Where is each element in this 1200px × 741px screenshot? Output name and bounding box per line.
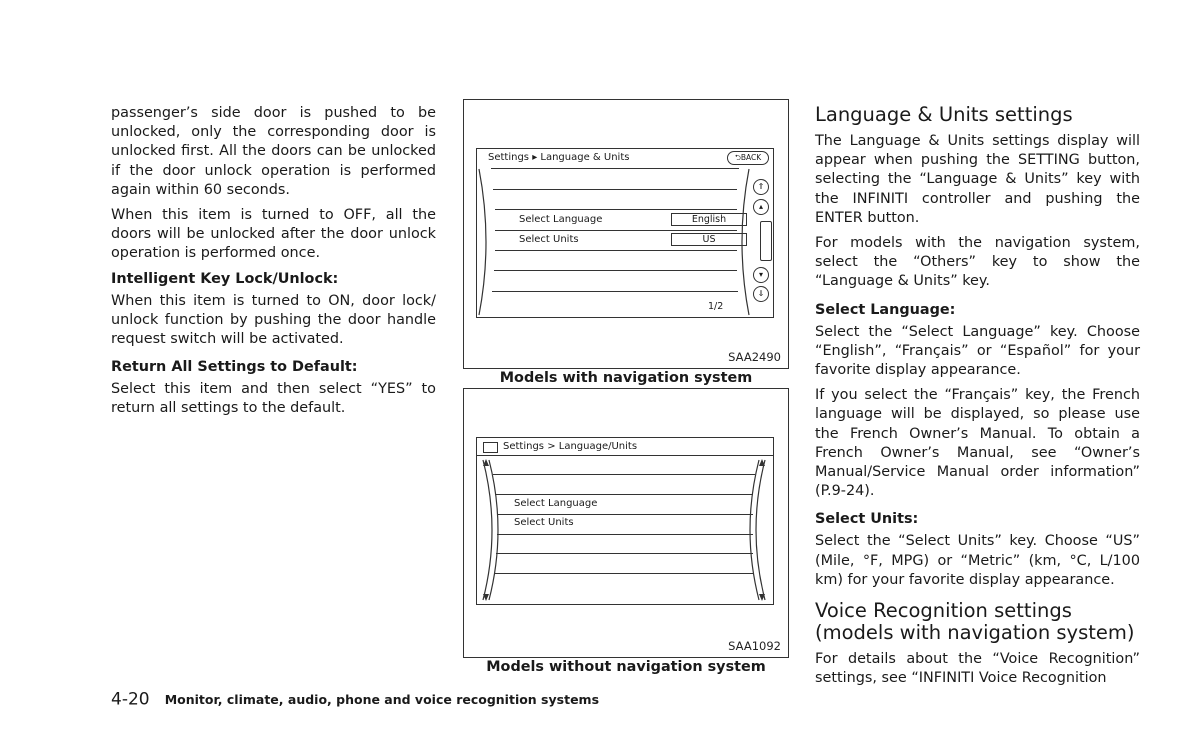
select-language-label: Select Language bbox=[514, 498, 598, 509]
left-paragraph-1: passenger’s side door is pushed to be unlocked, only the corresponding door is unlocked first. All the doors can be unlocked if the door unlock operation is performed again within 60 seconds. bbox=[111, 105, 436, 198]
settings-icon bbox=[483, 442, 498, 453]
list-divider bbox=[491, 168, 739, 169]
left-paragraph-4: Select this item and then select “YES” to return all settings to the default. bbox=[111, 381, 436, 417]
right-paragraph-2: For models with the navigation system, select the “Others” key to show the “Language & Units” key. bbox=[815, 235, 1140, 290]
right-paragraph-1: The Language & Units settings display will appear when pushing the SETTING button, selecting the “Language & Units” key with the INFINITI controller and pushing the ENTER button. bbox=[815, 133, 1140, 226]
left-paragraph-3: When this item is turned to ON, door lock/ unlock function by pushing the door handle request switch will be activated. bbox=[111, 292, 436, 348]
select-units-row[interactable] bbox=[497, 515, 753, 534]
right-paragraph-5: Select the “Select Units” key. Choose “US” (Mile, °F, MPG) or “Metric” (km, °C, L/100 km) for your favorite display appearance. bbox=[815, 533, 1140, 588]
figure-caption: Models without navigation system bbox=[486, 659, 766, 675]
list-divider bbox=[496, 553, 753, 554]
page-down-icon[interactable]: ⇓ bbox=[753, 286, 769, 302]
nav-settings-screen bbox=[476, 148, 774, 318]
page-up-icon[interactable]: ⇑ bbox=[753, 179, 769, 195]
settings-screen bbox=[476, 437, 774, 605]
page-number: 4-20 bbox=[111, 689, 150, 710]
figure-with-navigation bbox=[463, 99, 789, 369]
scroll-up-icon[interactable]: ▴ bbox=[753, 199, 769, 215]
list-divider bbox=[494, 573, 754, 574]
back-button[interactable] bbox=[727, 151, 769, 165]
select-units-label: Select Units bbox=[514, 517, 574, 528]
list-divider bbox=[492, 291, 738, 292]
page-footer bbox=[111, 689, 599, 710]
list-divider bbox=[493, 474, 755, 475]
intelligent-key-heading: Intelligent Key Lock/Unlock: bbox=[111, 270, 339, 287]
figure-id: SAA2490 bbox=[728, 350, 781, 364]
figure-without-navigation bbox=[463, 388, 789, 658]
right-column bbox=[815, 104, 1140, 694]
screen-title: Settings ▸ Language & Units bbox=[488, 152, 630, 163]
list-divider bbox=[494, 270, 737, 271]
select-units-heading: Select Units: bbox=[815, 511, 919, 528]
title-divider bbox=[477, 455, 773, 456]
select-language-heading: Select Language: bbox=[815, 301, 956, 318]
left-paragraph-2: When this item is turned to OFF, all the doors will be unlocked after the door unlock operation is performed once. bbox=[111, 207, 436, 262]
scroll-down-icon[interactable]: ▾ bbox=[753, 267, 769, 283]
select-language-row[interactable] bbox=[495, 210, 737, 230]
screen-title: Settings > Language/Units bbox=[503, 441, 638, 452]
select-language-row[interactable] bbox=[497, 495, 753, 514]
select-language-label: Select Language bbox=[519, 214, 603, 225]
right-paragraph-4: If you select the “Français” key, the French language will be displayed, so please use the French Owner’s Manual. To obtain a French Owner’s Manual, see “Owner’s Manual/Service Manual order information” (P.9-24). bbox=[815, 387, 1140, 500]
language-units-heading: Language & Units settings bbox=[815, 103, 1073, 126]
right-paragraph-3: Select the “Select Language” key. Choose “English”, “Français” or “Español” for your favorite display appearance. bbox=[815, 323, 1140, 379]
select-units-row[interactable] bbox=[495, 231, 737, 250]
language-value-box: English bbox=[671, 213, 747, 226]
list-divider bbox=[495, 250, 737, 251]
back-arrow-icon: ⮌ bbox=[734, 153, 741, 162]
right-paragraph-6: For details about the “Voice Recognition” settings, see “INFINITI Voice Recognition bbox=[815, 651, 1140, 687]
figure-id: SAA1092 bbox=[728, 639, 781, 653]
list-divider bbox=[497, 534, 753, 535]
list-divider bbox=[493, 189, 737, 190]
units-value-box: US bbox=[671, 233, 747, 246]
voice-recognition-heading: Voice Recognition settings (models with navigation system) bbox=[815, 599, 1135, 645]
select-units-label: Select Units bbox=[519, 234, 579, 245]
chapter-title: Monitor, climate, audio, phone and voice recognition systems bbox=[164, 692, 600, 707]
scrollbar[interactable] bbox=[760, 221, 772, 261]
left-column bbox=[111, 104, 436, 425]
page-indicator: 1/2 bbox=[708, 301, 724, 312]
figure-caption: Models with navigation system bbox=[499, 370, 753, 386]
back-label: BACK bbox=[740, 153, 762, 162]
return-defaults-heading: Return All Settings to Default: bbox=[111, 359, 358, 376]
